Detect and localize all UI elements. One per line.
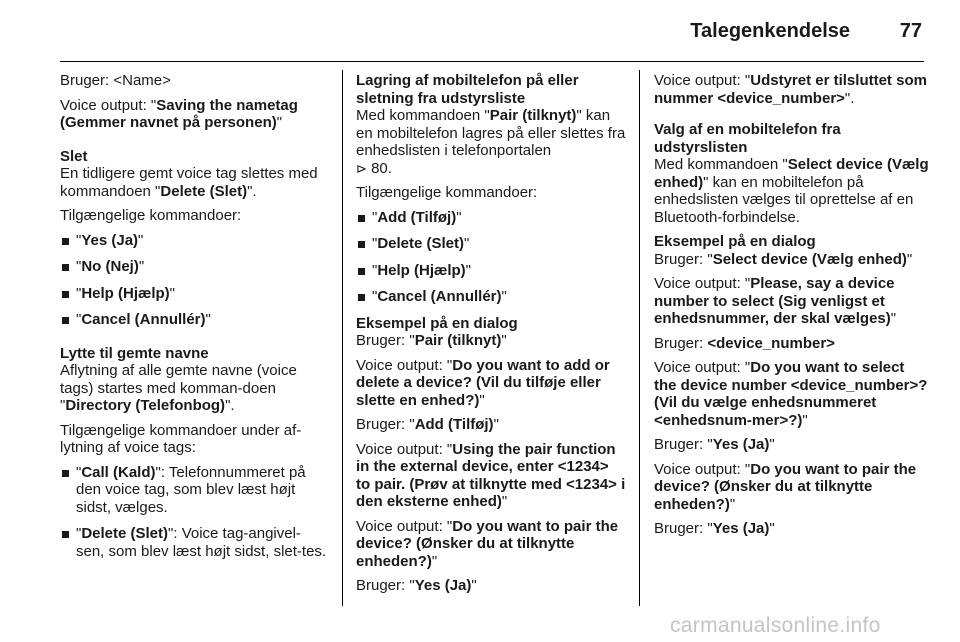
- dialog-line: Bruger: "Yes (Ja)": [356, 577, 477, 594]
- column-3: [654, 72, 929, 545]
- list-item: "Help (Hjælp)": [60, 285, 328, 303]
- dialog-line: Bruger: "Pair (tilknyt)": [356, 332, 507, 349]
- dialog-heading: Eksempel på en dialog: [356, 314, 518, 332]
- dialog-line: Voice output: "Using the pair function in the external device, enter <1234> to pair. (Prøv at tilknytte med <1234> i den eksterne enhed)": [356, 440, 626, 510]
- list-item: "Cancel (Annullér)": [356, 288, 626, 306]
- watermark: carmanualsonline.info: [670, 614, 881, 637]
- lytte-text: Aflytning af alle gemte navne (voice tags) startes med komman-doen "Directory (Telefonbog)".: [60, 362, 297, 414]
- dialog-line: Voice output: "Do you want to add or delete a device? (Vil du tilføje eller slette en enhed?)": [356, 356, 610, 409]
- column-2: [356, 72, 626, 602]
- dialog-line: Voice output: "Do you want to pair the device? (Ønsker du at tilknytte enheden?)": [356, 517, 619, 570]
- section-title: Talegenkendelse: [690, 20, 850, 42]
- voice-output-line: Voice output: "Udstyret er tilsluttet som nummer <device_number>".: [654, 72, 927, 107]
- select-device-heading: Valg af en mobiltelefon fra udstyrslisten: [654, 121, 841, 156]
- list-item: "Yes (Ja)": [60, 232, 328, 250]
- dialog-line: Bruger: "Select device (Vælg enhed)": [654, 250, 913, 268]
- list-item: "No (Nej)": [60, 258, 328, 276]
- dialog-heading: Eksempel på en dialog: [654, 233, 816, 250]
- user-line: Bruger: <Name>: [60, 72, 171, 89]
- page-ref-arrow-icon: ⊳: [356, 160, 367, 176]
- column-divider-2: [639, 70, 640, 606]
- dialog-line: Bruger: <device_number>: [654, 334, 835, 352]
- slet-text: En tidligere gemt voice tag slettes med kommandoen "Delete (Slet)".: [60, 165, 318, 200]
- page-number: 77: [899, 20, 922, 42]
- dialog-line: Bruger: "Yes (Ja)": [654, 436, 775, 453]
- lytte-heading: Lytte til gemte navne: [60, 344, 209, 362]
- pairing-text: Med kommandoen "Pair (tilknyt)" kan en mobiltelefon lagres på eller slettes fra enhedslisten i telefonportalen ⊳ 80.: [356, 107, 626, 177]
- slet-heading: Slet: [60, 147, 88, 165]
- voice-output-line: Voice output: "Saving the nametag (Gemmer navnet på personen)": [60, 96, 298, 131]
- column-divider-1: [342, 70, 343, 606]
- list-item: "Help (Hjælp)": [356, 262, 626, 280]
- dialog-line: Voice output: "Do you want to select the device number <device_number>? (Vil du vælge enhedsnummeret <enhedsnum-mer>?)": [654, 359, 928, 429]
- commands-label: Tilgængelige kommandoer:: [356, 184, 538, 201]
- dialog-line: Bruger: "Yes (Ja)": [654, 520, 775, 537]
- column-1: [60, 72, 328, 569]
- list-item: "Add (Tilføj)": [356, 209, 626, 227]
- dialog-line: Bruger: "Add (Tilføj)": [356, 416, 499, 433]
- header-rule: [60, 61, 924, 62]
- pairing-heading: Lagring af mobiltelefon på eller sletning fra udstyrsliste: [356, 72, 579, 107]
- dialog-line: Voice output: "Do you want to pair the device? (Ønsker du at tilknytte enheden?)": [654, 460, 917, 513]
- dialog-line: Voice output: "Please, say a device number to select (Sig venligst et enhedsnummer, der skal vælges)": [654, 275, 897, 327]
- list-item: "Delete (Slet)": Voice tag-angivel-sen, som blev læst højt sidst, slet-tes.: [60, 525, 328, 560]
- commands-label-2: Tilgængelige kommandoer under af-lytning af voice tags:: [60, 421, 302, 456]
- page-header: [0, 0, 960, 60]
- list-item: "Call (Kald)": Telefonnummeret på den voice tag, som blev læst højt sidst, vælges.: [60, 464, 328, 517]
- commands-label: Tilgængelige kommandoer:: [60, 207, 242, 224]
- select-device-text: Med kommandoen "Select device (Vælg enhed)" kan en mobiltelefon på enhedslisten vælges til oprettelse af en Bluetooth-forbindelse.: [654, 156, 929, 226]
- list-item: "Cancel (Annullér)": [60, 311, 328, 329]
- list-item: "Delete (Slet)": [356, 235, 626, 253]
